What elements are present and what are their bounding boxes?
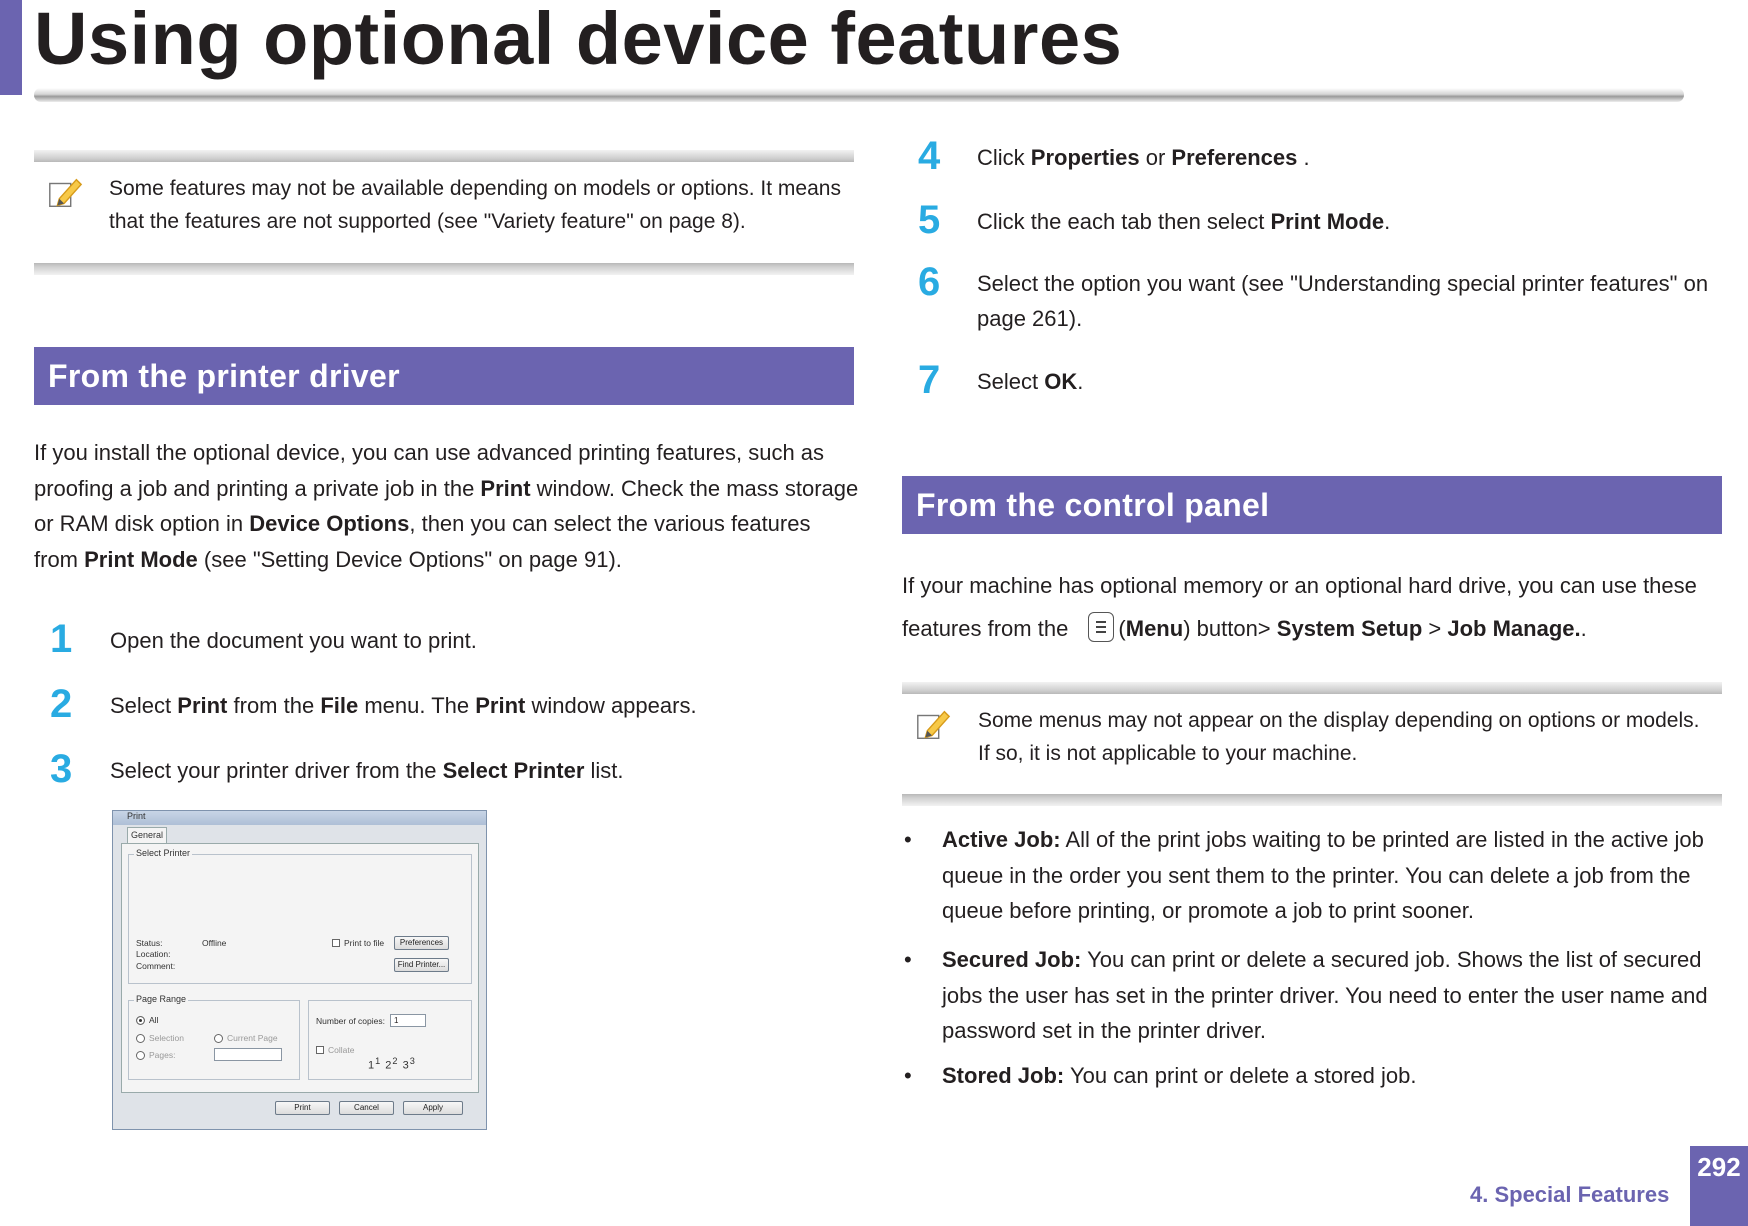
intro-bold: Print <box>480 475 531 501</box>
current-page-option-label: Current Page <box>227 1033 278 1043</box>
note-box <box>902 682 1722 806</box>
pencil-note-icon <box>46 174 84 212</box>
copies-input[interactable]: 1 <box>390 1014 426 1027</box>
collate-digit: 1 <box>368 1059 376 1072</box>
page-range-label: Page Range <box>136 994 187 1004</box>
menu-icon <box>1088 612 1114 642</box>
step-4 <box>918 134 1718 180</box>
step-bold: Print <box>177 693 228 718</box>
pages-option-label: Pages: <box>149 1050 176 1060</box>
tab-general[interactable]: General <box>127 827 167 843</box>
step-3 <box>50 747 850 793</box>
step-bold: Print <box>475 693 526 718</box>
collate-illustration <box>368 1056 416 1072</box>
step-text-part: list. <box>584 758 624 783</box>
menu-label: Menu <box>1125 616 1184 641</box>
step-number: 4 <box>918 134 941 178</box>
step-text <box>977 140 1717 175</box>
note-text: Some features may not be available depending on models or options. It means that the features are not supported (see "Variety feature" on page 8). <box>109 177 841 233</box>
dialog-titlebar: Print <box>113 811 486 825</box>
all-option-label: All <box>149 1015 159 1025</box>
page-title: Using optional device features <box>34 0 1123 80</box>
note-bottom-bar <box>34 263 854 275</box>
bullet-term: Secured Job: <box>942 947 1082 972</box>
print-to-file-checkbox[interactable] <box>332 939 340 947</box>
current-page-radio[interactable] <box>214 1034 223 1043</box>
step-text <box>977 204 1717 239</box>
step-6 <box>918 260 1728 340</box>
step-text-part: . <box>1077 369 1084 394</box>
intro-text: , then you can select the various features from <box>34 511 811 572</box>
step-text-part: Select your printer driver from the <box>110 758 443 783</box>
note-top-bar <box>34 150 854 162</box>
intro-bold: Job Manage. <box>1447 616 1581 641</box>
step-text-part: Select <box>110 693 178 718</box>
step-bold: File <box>320 693 359 718</box>
step-number: 6 <box>918 260 941 304</box>
step-bold: Print Mode <box>1270 209 1385 234</box>
step-1 <box>50 617 850 663</box>
intro-text: (see "Setting Device Options" on page 91). <box>197 546 622 572</box>
collate-digit: 2 <box>385 1059 393 1072</box>
step-number: 3 <box>50 747 73 791</box>
intro-text: If you install the optional device, you can use advanced printing features, such as proofing a job and printing a private job in the <box>34 440 825 501</box>
step-text-part: menu. The <box>358 693 476 718</box>
selection-option-label: Selection <box>149 1033 184 1043</box>
apply-button[interactable]: Apply <box>403 1101 463 1115</box>
step-bold: Select Printer <box>442 758 585 783</box>
step-number: 5 <box>918 198 941 242</box>
bullet-desc: You can print or delete a stored job. <box>1064 1063 1417 1088</box>
printer-driver-intro <box>34 435 860 577</box>
note-box <box>34 150 854 275</box>
step-text-part: or <box>1139 145 1172 170</box>
bullet-text <box>942 942 1724 1049</box>
note-text: Some menus may not appear on the display depending on options or models. If so, it is not applicable to your machine. <box>978 709 1700 765</box>
intro-bold: Print Mode <box>84 546 198 572</box>
collate-digit: 1 <box>375 1056 382 1066</box>
title-rule <box>34 88 1684 102</box>
step-text <box>110 623 850 658</box>
collate-digit: 2 <box>392 1056 399 1066</box>
step-text <box>977 364 1717 399</box>
print-dialog-screenshot <box>112 810 487 1130</box>
comment-label: Comment: <box>136 961 176 971</box>
step-text-part: Open the document you want to print. <box>110 628 477 653</box>
bullet-text <box>942 822 1724 929</box>
bullet-text <box>942 1058 1724 1094</box>
step-bold: Preferences <box>1171 145 1298 170</box>
section-heading-control-panel: From the control panel <box>902 476 1722 534</box>
note-bottom-bar <box>902 794 1722 806</box>
step-bold: OK <box>1044 369 1078 394</box>
step-2 <box>50 682 850 728</box>
status-label: Status: <box>136 938 163 948</box>
pencil-note-icon <box>914 706 952 744</box>
bullet-desc: All of the print jobs waiting to be printed are listed in the active job queue in the order you sent them to the printer. You can delete a job from the queue before printing, or promote a job to print sooner. <box>942 827 1704 923</box>
intro-bold: Device Options <box>249 511 410 536</box>
print-to-file-label: Print to file <box>344 938 385 948</box>
collate-label: Collate <box>328 1045 355 1055</box>
step-text <box>110 753 850 788</box>
step-text-part: . <box>1297 145 1310 170</box>
step-5 <box>918 198 1718 244</box>
find-printer-button[interactable]: Find Printer... <box>394 958 449 972</box>
pages-input[interactable] <box>214 1048 282 1061</box>
step-text <box>977 266 1727 336</box>
collate-checkbox[interactable] <box>316 1046 324 1054</box>
bullet-term: Active Job: <box>942 827 1061 852</box>
bullet-dot: • <box>904 947 912 972</box>
collate-digit: 3 <box>409 1056 416 1066</box>
copies-label: Number of copies: <box>316 1016 385 1026</box>
step-number: 1 <box>50 617 73 661</box>
intro-text: button> <box>1190 616 1277 641</box>
footer-chapter: 4. Special Features <box>1470 1182 1670 1207</box>
step-text-part: Select <box>977 369 1045 394</box>
intro-text: window. Check the mass storage or RAM disk option in <box>34 475 859 536</box>
note-top-bar <box>902 682 1722 694</box>
control-panel-intro: If your machine has optional memory or an optional hard drive, you can use these features from the (Menu) button> System Setup > Job Manage.. <box>902 573 1697 641</box>
location-label: Location: <box>136 949 171 959</box>
intro-text: If your machine has optional memory or an optional hard drive, you can use these features from the <box>902 573 1697 641</box>
step-text <box>110 688 850 723</box>
title-accent-bar <box>0 0 22 95</box>
section-heading-printer-driver: From the printer driver <box>34 347 854 405</box>
cancel-button[interactable]: Cancel <box>339 1101 394 1115</box>
step-text-part: . <box>1384 209 1391 234</box>
bullet-desc: You can print or delete a secured job. Shows the list of secured jobs the user has set in the printer driver. You need to enter the user name and password set in the printer driver. <box>942 947 1708 1043</box>
step-text-part: Select the option you want (see "Understanding special printer features" on page 261). <box>977 271 1709 331</box>
bullet-term: Stored Job: <box>942 1063 1065 1088</box>
intro-text: > <box>1422 616 1448 641</box>
step-text-part: Click <box>977 145 1031 170</box>
bullet-dot: • <box>904 827 912 852</box>
step-text-part: window appears. <box>525 693 697 718</box>
dialog-panel <box>121 843 479 1093</box>
step-bold: Properties <box>1030 145 1140 170</box>
print-button[interactable]: Print <box>275 1101 330 1115</box>
status-value: Offline <box>202 938 227 948</box>
step-text-part: Click the each tab then select <box>977 209 1271 234</box>
pages-radio[interactable] <box>136 1051 145 1060</box>
selection-radio[interactable] <box>136 1034 145 1043</box>
step-text-part: from the <box>227 693 321 718</box>
preferences-button[interactable]: Preferences <box>394 936 449 950</box>
intro-text: . <box>1580 616 1587 641</box>
intro-bold: System Setup <box>1276 616 1423 641</box>
select-printer-label: Select Printer <box>136 848 191 858</box>
step-7 <box>918 358 1718 404</box>
collate-digit: 3 <box>402 1059 410 1072</box>
bullet-dot: • <box>904 1063 912 1088</box>
step-number: 7 <box>918 358 941 402</box>
step-number: 2 <box>50 682 73 726</box>
page-number: 292 <box>1697 1152 1741 1182</box>
all-radio[interactable] <box>136 1016 145 1025</box>
